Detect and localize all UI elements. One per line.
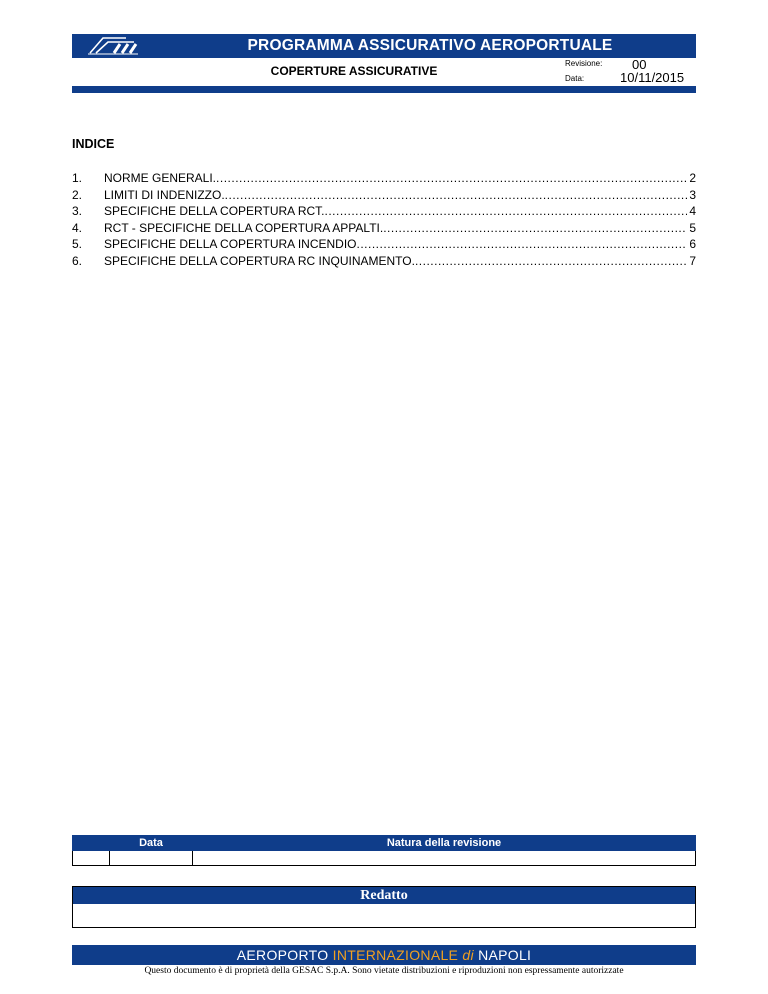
redatto-box <box>72 886 696 928</box>
index-title: INDICE <box>72 137 115 151</box>
toc-label[interactable]: SPECIFICHE DELLA COPERTURA INCENDIO <box>104 237 357 251</box>
revision-table-header <box>73 836 696 851</box>
footer-disclaimer: Questo documento è di proprietà della GESAC S.p.A. Sono vietate distribuzioni e riproduzioni non espressamente autorizzate <box>144 966 624 976</box>
document-title: PROGRAMMA ASSICURATIVO AEROPORTUALE <box>247 37 613 54</box>
date-label: Data: <box>565 74 585 83</box>
revision-col-blank <box>73 836 110 851</box>
header-info <box>72 58 696 84</box>
toc-label[interactable]: NORME GENERALI. <box>104 171 217 185</box>
toc-leader <box>216 170 687 187</box>
toc-number: 4. <box>72 220 83 235</box>
toc-page[interactable]: 6 <box>689 237 696 251</box>
revision-label: Revisione: <box>565 59 603 68</box>
table-row <box>73 851 696 866</box>
toc-entry[interactable] <box>72 187 696 204</box>
date-value: 10/11/2015 <box>620 70 685 85</box>
toc-entry[interactable] <box>72 220 696 237</box>
footer-brand <box>72 945 696 965</box>
toc-label[interactable]: SPECIFICHE DELLA COPERTURA RCT. <box>104 204 325 218</box>
redatto-title: Redatto <box>73 887 695 904</box>
toc-number: 1. <box>72 171 83 185</box>
revision-cell <box>110 851 193 866</box>
toc-page[interactable]: 4 <box>689 204 696 218</box>
table-of-contents <box>72 170 696 269</box>
toc-page[interactable]: 5 <box>689 220 696 235</box>
toc-entry[interactable] <box>72 203 696 220</box>
toc-leader <box>415 253 687 270</box>
toc-leader <box>357 236 688 253</box>
footer-brand-internazionale: INTERNAZIONALE <box>332 947 463 963</box>
footer-brand-napoli: NAPOLI <box>473 947 532 963</box>
toc-page[interactable]: 3 <box>689 187 696 202</box>
toc-leader <box>383 220 687 237</box>
footer-brand-aeroporto: AEROPORTO <box>236 947 333 963</box>
toc-entry[interactable] <box>72 170 696 187</box>
revision-col-natura: Natura della revisione <box>193 836 696 851</box>
document-subtitle: COPERTURE ASSICURATIVE <box>270 64 438 78</box>
toc-leader <box>225 187 688 204</box>
revision-col-data: Data <box>110 836 193 851</box>
toc-page[interactable]: 7 <box>689 253 696 268</box>
header-bar <box>72 34 696 58</box>
gesac-logo-icon <box>86 36 140 56</box>
toc-entry[interactable] <box>72 236 696 253</box>
toc-number: 6. <box>72 253 83 268</box>
toc-label[interactable]: LIMITI DI INDENIZZO. <box>104 187 225 202</box>
toc-label[interactable]: SPECIFICHE DELLA COPERTURA RC INQUINAMENTO. <box>104 253 415 268</box>
toc-entry[interactable] <box>72 253 696 270</box>
toc-leader <box>325 203 688 220</box>
toc-number: 2. <box>72 187 83 202</box>
revision-cell <box>73 851 110 866</box>
toc-number: 5. <box>72 237 83 251</box>
toc-number: 3. <box>72 204 83 218</box>
toc-label[interactable]: RCT - SPECIFICHE DELLA COPERTURA APPALTI. <box>104 220 384 235</box>
revision-value: 00 <box>632 57 647 72</box>
revision-cell <box>193 851 696 866</box>
toc-page[interactable]: 2 <box>689 171 696 185</box>
footer-brand-di: di <box>462 947 474 963</box>
header-rule <box>72 86 696 93</box>
revision-table <box>72 835 696 866</box>
